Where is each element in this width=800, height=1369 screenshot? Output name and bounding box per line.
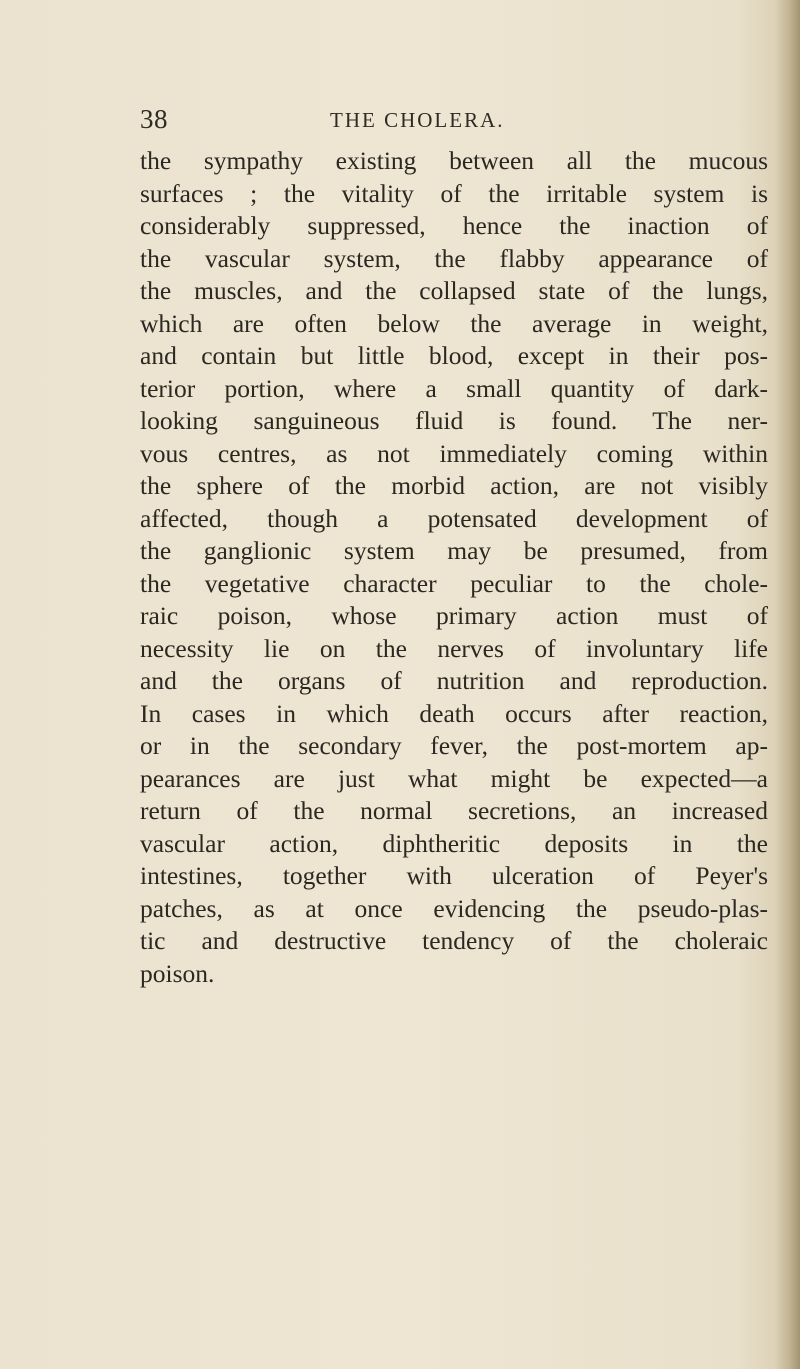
text-line: the sphere of the morbid action, are not visibly [140,471,768,500]
text-line: affected, though a potensated development of [140,503,768,533]
text-line: considerably suppressed, hence the inaction of [140,211,768,240]
text-line: raic poison, whose primary action must of [140,601,768,630]
text-line: In cases in which death occurs after reaction, [140,698,768,728]
text-line: the ganglionic system may be presumed, from [140,536,768,565]
text-line: or in the secondary fever, the post-mortem ap- [140,731,768,760]
text-line: necessity lie on the nerves of involuntary life [140,633,768,663]
text-line: and the organs of nutrition and reproduction. [140,666,768,695]
page-number: 38 [140,104,168,134]
body-text [140,145,768,990]
text-line: poison. [140,958,215,988]
text-line: intestines, together with ulceration of Peyer's [140,861,768,890]
text-line: terior portion, where a small quantity of dark- [140,373,768,403]
page-header [140,100,768,140]
text-line: the muscles, and the collapsed state of the lungs, [140,276,768,305]
text-line: the sympathy existing between all the mucous [140,146,768,175]
text-line: vous centres, as not immediately coming within [140,438,768,468]
text-line: which are often below the average in weight, [140,308,768,338]
text-line: the vegetative character peculiar to the chole- [140,568,768,598]
text-line: the vascular system, the flabby appearance of [140,243,768,273]
text-line: surfaces ; the vitality of the irritable system is [140,178,768,208]
page-edge-shadow [774,0,800,1369]
text-line: looking sanguineous fluid is found. The ner- [140,406,768,435]
running-head: THE CHOLERA. [330,108,505,132]
text-line: patches, as at once evidencing the pseudo-plas- [140,893,768,923]
text-line: vascular action, diphtheritic deposits in the [140,828,768,858]
text-line: and contain but little blood, except in their pos- [140,341,768,370]
text-line: tic and destructive tendency of the choleraic [140,926,768,955]
text-line: pearances are just what might be expected—a [140,763,768,793]
text-line: return of the normal secretions, an increased [140,796,768,825]
